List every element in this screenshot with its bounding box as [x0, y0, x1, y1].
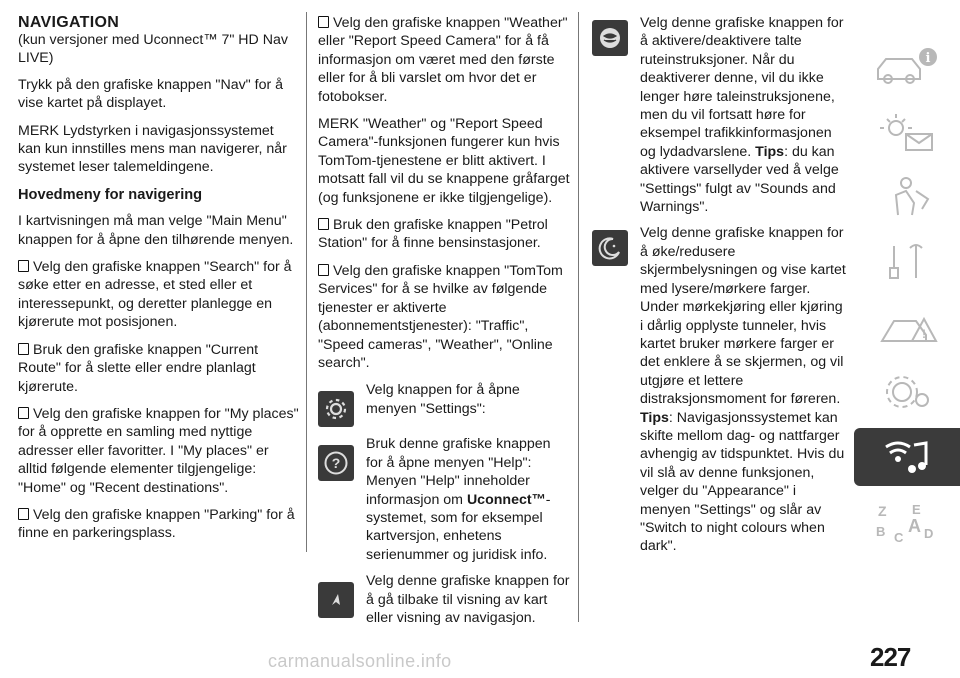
- maintenance-icon[interactable]: [854, 363, 960, 421]
- icon-description: Velg denne grafiske knappen for å aktivere/deaktivere talte ruteinstruksjoner. Når du deaktiverer denne, vil du ikke lenger høre taleinstruksjonene, men du vil fortsatt høre for eksempel trafikkinformasjonen og lydadvarslene. Tips: du kan aktivere varsellyder ved å velge "Settings" fulgt av "Sounds and Warnings".: [640, 15, 844, 216]
- bullet-item: Bruk den grafiske knappen "Petrol Station" for å finne bensinstasjoner.: [318, 217, 548, 252]
- day-night-row: [592, 224, 847, 555]
- svg-text:Z: Z: [878, 503, 887, 519]
- tools-icon[interactable]: [854, 233, 960, 291]
- paragraph: Trykk på den grafiske knappen "Nav" for å vise kartet på displayet.: [18, 76, 284, 112]
- svg-text:B: B: [876, 524, 886, 539]
- speaker-mute-icon: [592, 20, 628, 56]
- airbag-icon[interactable]: [854, 168, 960, 226]
- svg-text:?: ?: [331, 455, 341, 472]
- bullet-item: Velg den grafiske knappen "TomTom Services" for å se hvilke av følgende tjenester er aktiverte (abonnementstjenester): "Traffic", "Speed cameras", "Weather", "Online search".: [318, 262, 563, 371]
- checkbox-bullet-icon: [18, 260, 29, 272]
- question-mark-icon: [318, 445, 354, 481]
- column-divider-1: [306, 12, 307, 552]
- column-3: [592, 14, 847, 564]
- svg-text:i: i: [925, 51, 931, 66]
- subheading: Hovedmeny for navigering: [18, 186, 203, 203]
- svg-text:C: C: [894, 530, 904, 544]
- bullet-item: Bruk den grafiske knappen "Current Route" for å slette eller endre planlagt kjørerute.: [18, 341, 259, 395]
- note-paragraph: MERK Lydstyrken i navigasjonssystemet kan kun innstilles mens man navigerer, når systemet leser talemeldingene.: [18, 122, 287, 176]
- watermark: carmanualsonline.info: [268, 651, 452, 671]
- index-icon[interactable]: [854, 493, 960, 551]
- car-info-icon[interactable]: [854, 38, 960, 96]
- paragraph: I kartvisningen må man velge "Main Menu" knappen for å åpne den tilhørende menyen.: [18, 213, 294, 248]
- warning-lights-icon[interactable]: [854, 103, 960, 161]
- bullet-item: Velg den grafiske knappen "Parking" for å finne en parkeringsplass.: [18, 506, 295, 542]
- arrow-icon: [318, 582, 354, 618]
- icon-description: Velg knappen for å åpne menyen "Settings":: [366, 382, 520, 417]
- checkbox-bullet-icon: [318, 264, 329, 276]
- gear-icon: [318, 391, 354, 427]
- column-2: [318, 14, 570, 635]
- bullet-item: Velg den grafiske knappen "Weather" eller "Report Speed Camera" for å få informasjon om været med den første eller for å bli varslet om hvor det er fotobokser.: [318, 15, 568, 105]
- icon-description: Velg denne grafiske knappen for å øke/redusere skjermbelysningen og vise kartet med lysere/mørkere farger. Under mørkekjøring eller kjøring i dårlig opplyste tunneler, hvis kartet bruker mørkere farger er det enklere å se skjermen, og vil utgjøre et lettere distraksjonsmoment for føreren. Tips: Navigasjonssystemet kan skifte mellom dag- og nattfarger avhengig av tidspunktet. Hvis du vil slå av denne funksjonen, velger du "Appearance" i menyen "Settings" og slår av "Switch to night colours when dark".: [640, 225, 846, 555]
- svg-text:D: D: [924, 526, 934, 541]
- column-1: [18, 14, 300, 552]
- multimedia-icon[interactable]: [854, 428, 960, 486]
- section-title: NAVIGATION: [18, 14, 120, 31]
- checkbox-bullet-icon: [18, 343, 29, 355]
- bullet-item: Velg den grafiske knappen "Search" for å søke etter en adresse, et sted eller et interessepunkt, og deretter planlegge en kjørerute mot posisjonen.: [18, 259, 292, 331]
- checkbox-bullet-icon: [318, 218, 329, 230]
- moon-icon: [592, 230, 628, 266]
- icon-description: Bruk denne grafiske knappen for å åpne menyen "Help": Menyen "Help" inneholder informasjon om Uconnect™-systemet, som for eksempel kartversjon, enhetens serienummer og juridisk info.: [366, 436, 551, 563]
- bullet-item: Velg den grafiske knappen for "My places" for å opprette en samling med nyttige adresser eller favoritter. I "My places" er alltid følgende elementer tilgjengelige: "Home" og "Recent destinations".: [18, 405, 299, 496]
- mute-row: [592, 14, 847, 216]
- section-subtitle: (kun versjoner med Uconnect™ 7" HD Nav LIVE): [18, 32, 288, 67]
- svg-text:A: A: [908, 516, 921, 536]
- checkbox-bullet-icon: [18, 508, 29, 520]
- help-row: [318, 435, 570, 564]
- icon-description: Velg denne grafiske knappen for å gå tilbake til visning av kart eller visning av navigasjon.: [366, 573, 570, 626]
- svg-text:!: !: [922, 327, 926, 341]
- chapter-sidebar: [854, 38, 960, 558]
- svg-text:E: E: [912, 502, 921, 517]
- column-divider-2: [578, 12, 579, 622]
- page-number: 227: [870, 642, 911, 672]
- checkbox-bullet-icon: [318, 16, 329, 28]
- note-paragraph: MERK "Weather" og "Report Speed Camera"-funksjonen fungerer kun hvis TomTom-tjenestene er blitt aktivert. I motsatt fall vil du se knappene gråfarget (og funksjonene er ikke tilgjengelige).: [318, 116, 570, 206]
- settings-row: [318, 381, 570, 427]
- checkbox-bullet-icon: [18, 407, 29, 419]
- back-row: [318, 572, 570, 627]
- breakdown-icon[interactable]: [854, 298, 960, 356]
